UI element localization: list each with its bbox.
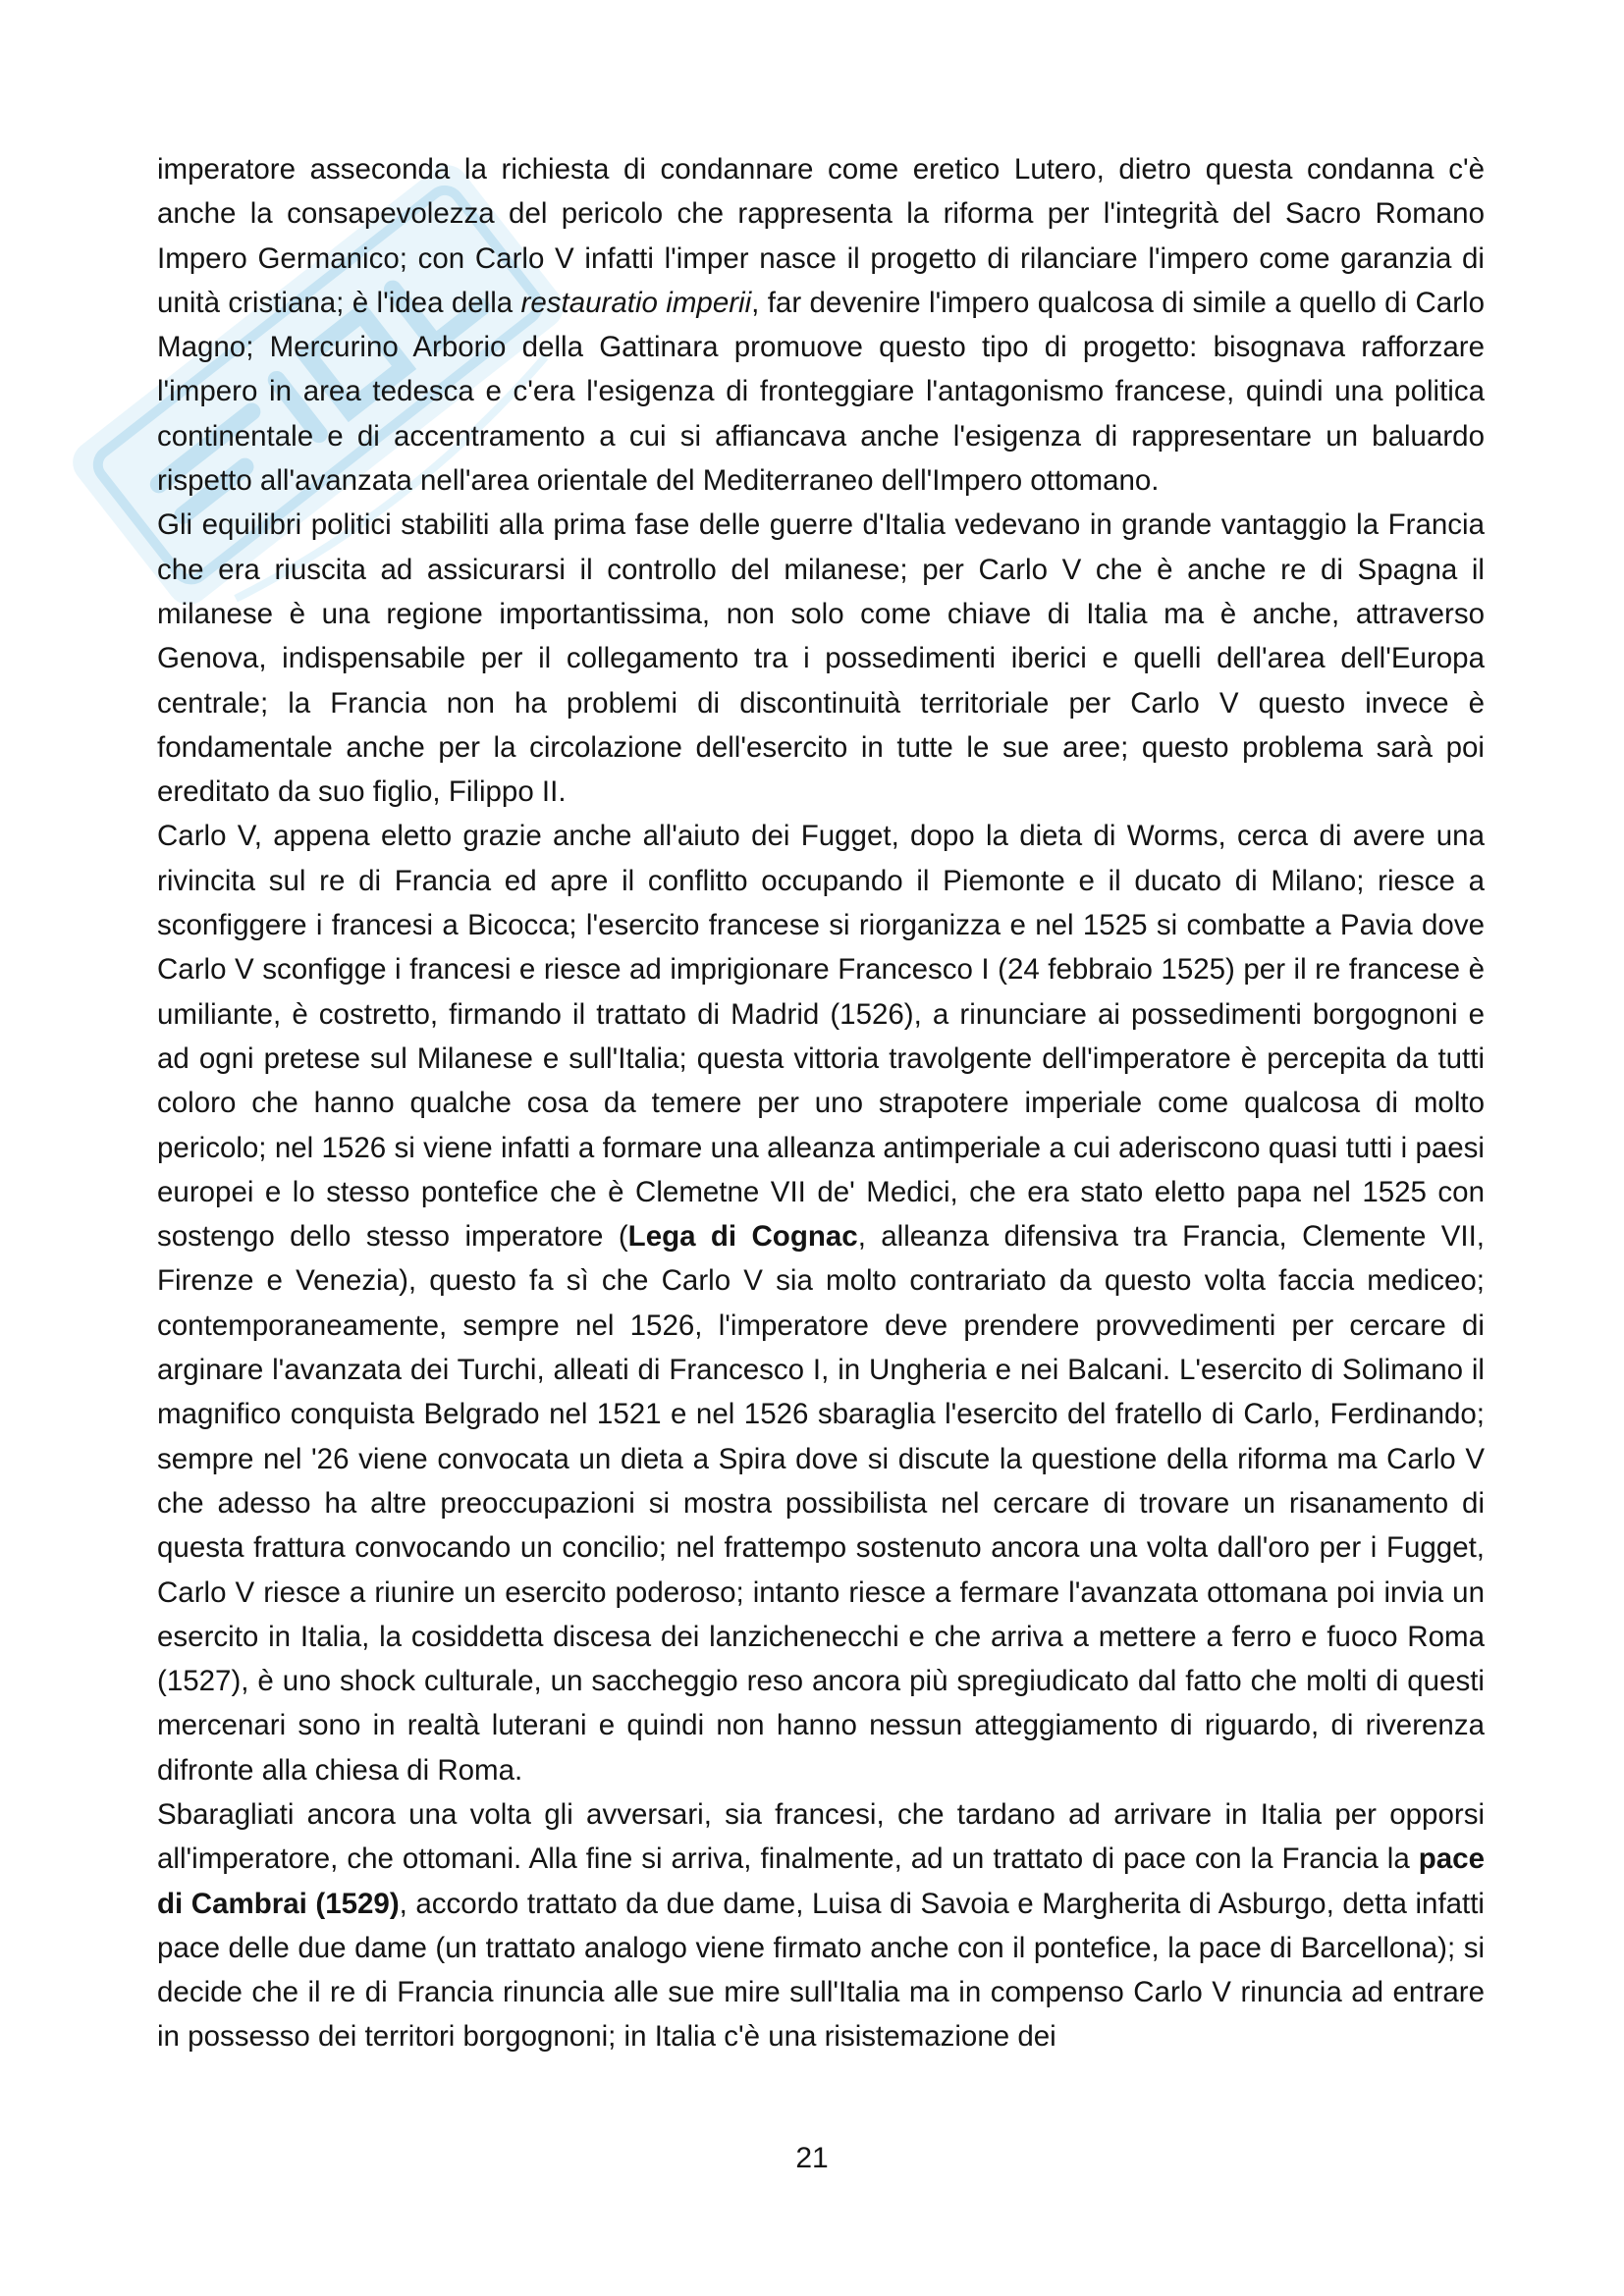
paragraph-3-text-end: , alleanza difensiva tra Francia, Clemente VII, Firenze e Venezia), questo fa sì che Carlo V sia molto contrariato da questo volta faccia mediceo; contemporaneamente, sempre nel 1526, l'imperatore deve prendere provvedimenti per cercare di arginare l'avanzata dei Turchi, alleati di Francesco I, in Ungheria e nei Balcani. L'esercito di Solimano il magnifico conquista Belgrado nel 1521 e nel 1526 sbaraglia l'esercito del fratello di Carlo, Ferdinando; sempre nel '26 viene convocata un dieta a Spira dove si discute la questione della riforma ma Carlo V che adesso ha altre preoccupazioni si mostra possibilista nel cercare di trovare un risanamento di questa frattura convocando un concilio; nel frattempo sostenuto ancora una volta dall'oro per i Fugget, Carlo V riesce a riunire un esercito poderoso; intanto riesce a fermare l'avanzata ottomana poi invia un esercito in Italia, la cosiddetta discesa dei lanzichenecchi e che arriva a mettere a ferro e fuoco Roma (1527), è uno shock culturale, un saccheggio reso ancora più spregiudicato dal fatto che molti di questi mercenari sono in realtà luterani e quindi non hanno nessun atteggiamento di riguardo, di riverenza difronte alla chiesa di Roma. xyxy=(157,1220,1485,1787)
paragraph-3-text-start: Carlo V, appena eletto grazie anche all'aiuto dei Fugget, dopo la dieta di Worms, cerca di avere una rivincita sul re di Francia ed apre il conflitto occupando il Piemonte e il ducato di Milano; riesce a sconfiggere i francesi a Bicocca; l'esercito francese si riorganizza e nel 1525 si combatte a Pavia dove Carlo V sconfigge i francesi e riesce ad imprigionare Francesco I (24 febbraio 1525) per il re francese è umiliante, è costretto, firmando il trattato di Madrid (1526), a rinunciare ai possedimenti borgognoni e ad ogni pretese sul Milanese e sull'Italia; questa vittoria travolgente dell'imperatore è percepita da tutti coloro che hanno qualche cosa da temere per uno strapotere imperiale come qualcosa di molto pericolo; nel 1526 si viene infatti a formare una alleanza antimperiale a cui aderiscono quasi tutti i paesi europei e lo stesso pontefice che è Clemetne VII de' Medici, che era stato eletto papa nel 1525 con sostengo dello stesso imperatore ( xyxy=(157,820,1485,1254)
paragraph-4-bold-term: pace di Cambrai (1529) xyxy=(157,1842,1485,1920)
paragraph-1-text-end: , far devenire l'impero qualcosa di simile a quello di Carlo Magno; Mercurino Arborio della Gattinara promuove questo tipo di progetto: bisognava rafforzare l'impero in area tedesca e c'era l'esigenza di fronteggiare l'antagonismo francese, quindi una politica continentale e di accentramento a cui si affiancava anche l'esigenza di rappresentare un baluardo rispetto all'avanzata nell'area orientale del Mediterraneo dell'Impero ottomano. xyxy=(157,286,1486,498)
paragraph-2-text: Gli equilibri politici stabiliti alla prima fase delle guerre d'Italia vedevano in grande vantaggio la Francia che era riuscita ad assicurarsi il controllo del milanese; per Carlo V che è anche re di Spagna il milanese è una regione importantissima, non solo come chiave di Italia ma è anche, attraverso Genova, indispensabile per il collegamento tra i possedimenti iberici e quelli dell'area dell'Europa centrale; la Francia non ha problemi di discontinuità territoriale per Carlo V questo invece è fondamentale anche per la circolazione dell'esercito in tutte le sue aree; questo problema sarà poi ereditato da suo figlio, Filippo II. xyxy=(157,508,1485,809)
paragraph-1-italic-term: restauratio imperii xyxy=(520,286,752,319)
paragraph-4-text-start: Sbaragliati ancora una volta gli avversari, sia francesi, che tardano ad arrivare in Italia per opporsi all'imperatore, che ottomani. Alla fine si arriva, finalmente, ad un trattato di pace con la Francia la xyxy=(157,1797,1485,1876)
paragraph-4-text-end: , accordo trattato da due dame, Luisa di Savoia e Margherita di Asburgo, detta infatti pace delle due dame (un trattato analogo viene firmato anche con il pontefice, la pace di Barcellona); si decide che il re di Francia rinuncia alle sue mire sull'Italia ma in compenso Carlo V rinuncia ad entrare in possesso dei territori borgognoni; in Italia c'è una risistemazione dei xyxy=(157,1887,1485,2054)
paragraph-1-text-start: imperatore asseconda la richiesta di condannare come eretico Lutero, dietro questa condanna c'è anche la consapevolezza del pericolo che rappresenta la riforma per l'integrità del Sacro Romano Impero Germanico; con Carlo V infatti l'imper nasce il progetto di rilanciare l'impero come garanzia di unità cristiana; è l'idea della xyxy=(157,153,1485,319)
page-body xyxy=(157,147,1485,2059)
page-number: 21 xyxy=(795,2142,829,2174)
paragraph-3 xyxy=(157,814,1485,1792)
paragraph-2 xyxy=(157,503,1485,814)
paragraph-1 xyxy=(157,147,1485,503)
paragraph-3-bold-term: Lega di Cognac xyxy=(627,1220,858,1254)
paragraph-4 xyxy=(157,1792,1485,2059)
